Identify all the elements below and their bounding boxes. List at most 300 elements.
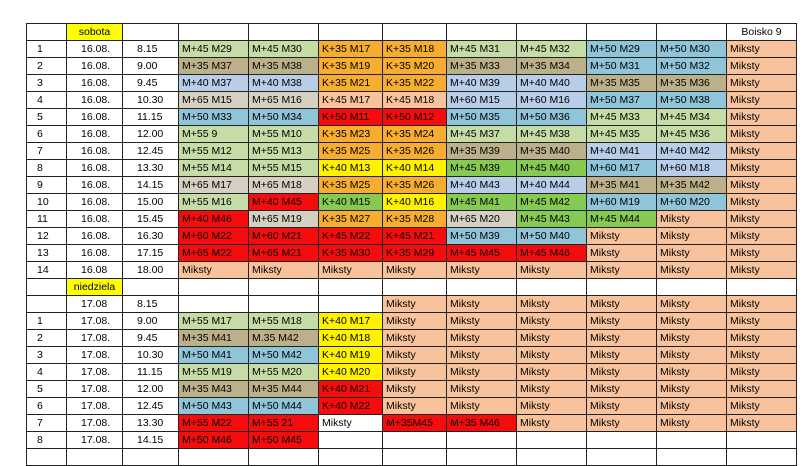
match-date: 16.08 bbox=[67, 262, 123, 279]
match-cell: Miksty bbox=[657, 228, 727, 245]
match-cell: M+45 M45 bbox=[447, 245, 517, 262]
match-date: 16.08. bbox=[67, 58, 123, 75]
match-cell: M+50 M32 bbox=[657, 58, 727, 75]
schedule-row bbox=[27, 194, 797, 211]
match-cell bbox=[319, 432, 383, 449]
match-cell: M+60 M22 bbox=[179, 228, 249, 245]
match-time: 15.00 bbox=[123, 194, 179, 211]
match-date: 17.08. bbox=[67, 330, 123, 347]
match-cell: M+60 M21 bbox=[249, 228, 319, 245]
schedule-row bbox=[27, 228, 797, 245]
schedule-row bbox=[27, 432, 797, 449]
match-cell: Miksty bbox=[727, 330, 797, 347]
schedule-row bbox=[27, 381, 797, 398]
match-cell: K+45 M17 bbox=[319, 92, 383, 109]
match-cell: Miksty bbox=[727, 381, 797, 398]
match-cell: M+35 M42 bbox=[657, 177, 727, 194]
match-cell: Miksty bbox=[517, 398, 587, 415]
field-label: Boisko 9 bbox=[727, 24, 797, 41]
match-time: 14.15 bbox=[123, 177, 179, 194]
match-cell: M+65 M18 bbox=[249, 177, 319, 194]
match-cell: M+50 M29 bbox=[587, 41, 657, 58]
match-date: 17.08. bbox=[67, 381, 123, 398]
match-number: 12 bbox=[27, 228, 67, 245]
match-number: 5 bbox=[27, 381, 67, 398]
match-cell: M+55 M16 bbox=[179, 194, 249, 211]
match-cell: M+35M45 bbox=[383, 415, 447, 432]
match-date: 16.08. bbox=[67, 211, 123, 228]
match-cell: Miksty bbox=[517, 313, 587, 330]
match-date: 16.08. bbox=[67, 92, 123, 109]
match-cell: K+50 M11 bbox=[319, 109, 383, 126]
match-cell: Miksty bbox=[319, 262, 383, 279]
match-cell: Miksty bbox=[727, 262, 797, 279]
match-cell: M+35 M41 bbox=[179, 330, 249, 347]
match-cell: M+45 M38 bbox=[517, 126, 587, 143]
match-cell: Miksty bbox=[727, 347, 797, 364]
match-cell: Miksty bbox=[447, 381, 517, 398]
schedule-table bbox=[26, 23, 797, 466]
match-number bbox=[27, 296, 67, 313]
schedule-row bbox=[27, 330, 797, 347]
match-cell: Miksty bbox=[517, 347, 587, 364]
match-cell: Miksty bbox=[657, 245, 727, 262]
match-cell: K+40 M21 bbox=[319, 381, 383, 398]
match-time: 14.15 bbox=[123, 432, 179, 449]
match-cell: M+40 M44 bbox=[517, 177, 587, 194]
match-time: 8.15 bbox=[123, 296, 179, 313]
match-cell: K+35 M28 bbox=[383, 211, 447, 228]
match-cell: Miksty bbox=[657, 262, 727, 279]
match-cell: K+35 M17 bbox=[319, 41, 383, 58]
match-number: 4 bbox=[27, 92, 67, 109]
match-cell: M+65 M17 bbox=[179, 177, 249, 194]
match-number: 6 bbox=[27, 398, 67, 415]
match-cell: M+50 M31 bbox=[587, 58, 657, 75]
match-date: 16.08. bbox=[67, 160, 123, 177]
match-time: 13.30 bbox=[123, 415, 179, 432]
match-cell: Miksty bbox=[587, 347, 657, 364]
match-cell: M+50 M40 bbox=[517, 228, 587, 245]
schedule-row bbox=[27, 58, 797, 75]
match-cell: K+40 M16 bbox=[383, 194, 447, 211]
match-cell bbox=[319, 296, 383, 313]
match-cell: Miksty bbox=[727, 143, 797, 160]
match-cell: K+35 M23 bbox=[319, 126, 383, 143]
schedule-row bbox=[27, 364, 797, 381]
header-row bbox=[27, 24, 797, 41]
match-cell: Miksty bbox=[657, 296, 727, 313]
match-cell: M+40 M40 bbox=[517, 75, 587, 92]
match-cell: Miksty bbox=[727, 75, 797, 92]
match-cell: M+45 M35 bbox=[587, 126, 657, 143]
match-date: 16.08. bbox=[67, 143, 123, 160]
match-cell: M+50 M45 bbox=[249, 432, 319, 449]
match-date: 17.08. bbox=[67, 347, 123, 364]
match-cell: M+35 M41 bbox=[587, 177, 657, 194]
match-cell: K+35 M27 bbox=[319, 211, 383, 228]
schedule-row bbox=[27, 109, 797, 126]
match-cell: Miksty bbox=[727, 228, 797, 245]
match-date: 16.08. bbox=[67, 126, 123, 143]
match-time: 9.00 bbox=[123, 58, 179, 75]
match-number: 10 bbox=[27, 194, 67, 211]
match-cell: K+40 M13 bbox=[319, 160, 383, 177]
schedule-row bbox=[27, 262, 797, 279]
match-cell: Miksty bbox=[383, 381, 447, 398]
match-cell: M+35 M46 bbox=[447, 415, 517, 432]
match-number: 1 bbox=[27, 313, 67, 330]
match-number: 2 bbox=[27, 330, 67, 347]
match-cell: Miksty bbox=[727, 177, 797, 194]
match-date: 16.08. bbox=[67, 41, 123, 58]
match-number: 8 bbox=[27, 160, 67, 177]
match-cell: Miksty bbox=[657, 364, 727, 381]
match-time: 8.15 bbox=[123, 41, 179, 58]
match-cell: M+50 M37 bbox=[587, 92, 657, 109]
match-time: 12.45 bbox=[123, 398, 179, 415]
match-cell: Miksty bbox=[447, 398, 517, 415]
match-cell: M+60 M16 bbox=[517, 92, 587, 109]
match-cell: Miksty bbox=[517, 262, 587, 279]
match-cell: M+55 M20 bbox=[249, 364, 319, 381]
match-cell: Miksty bbox=[657, 415, 727, 432]
match-date: 16.08. bbox=[67, 228, 123, 245]
match-cell: M+45 M33 bbox=[587, 109, 657, 126]
match-number: 1 bbox=[27, 41, 67, 58]
sunday-header-row bbox=[27, 279, 797, 296]
match-cell: M+35 M33 bbox=[447, 58, 517, 75]
match-cell: M+50 M33 bbox=[179, 109, 249, 126]
match-cell: Miksty bbox=[727, 126, 797, 143]
match-cell: M+35 M39 bbox=[447, 143, 517, 160]
match-cell: K+35 M25 bbox=[319, 143, 383, 160]
match-cell: M+35 M36 bbox=[657, 75, 727, 92]
match-cell: M+35 M34 bbox=[517, 58, 587, 75]
match-cell: Miksty bbox=[727, 398, 797, 415]
match-cell: M+60 M19 bbox=[587, 194, 657, 211]
match-cell bbox=[657, 432, 727, 449]
match-cell: M+35 M44 bbox=[249, 381, 319, 398]
match-cell: K+45 M21 bbox=[383, 228, 447, 245]
match-cell: K+35 M21 bbox=[319, 75, 383, 92]
match-cell: M+55 M14 bbox=[179, 160, 249, 177]
match-time: 9.00 bbox=[123, 313, 179, 330]
match-cell: Miksty bbox=[517, 330, 587, 347]
match-cell: M+50 M35 bbox=[447, 109, 517, 126]
match-cell: Miksty bbox=[249, 262, 319, 279]
match-time: 11.15 bbox=[123, 364, 179, 381]
match-number: 14 bbox=[27, 262, 67, 279]
match-cell: Miksty bbox=[447, 347, 517, 364]
match-time: 12.45 bbox=[123, 143, 179, 160]
match-cell: M+40 M39 bbox=[447, 75, 517, 92]
match-cell: Miksty bbox=[727, 109, 797, 126]
match-number: 4 bbox=[27, 364, 67, 381]
match-cell: M+65 M21 bbox=[249, 245, 319, 262]
schedule-row bbox=[27, 347, 797, 364]
match-time: 15.45 bbox=[123, 211, 179, 228]
match-cell: M+60 M15 bbox=[447, 92, 517, 109]
match-cell: Miksty bbox=[517, 415, 587, 432]
match-cell: M+45 M46 bbox=[517, 245, 587, 262]
match-cell: Miksty bbox=[447, 364, 517, 381]
empty-row bbox=[27, 449, 797, 466]
match-cell: M+55 M15 bbox=[249, 160, 319, 177]
match-cell: M+50 M46 bbox=[179, 432, 249, 449]
match-cell: Miksty bbox=[447, 296, 517, 313]
match-cell: M+35 M43 bbox=[179, 381, 249, 398]
match-date: 16.08. bbox=[67, 109, 123, 126]
match-cell: M+55 M18 bbox=[249, 313, 319, 330]
match-number: 7 bbox=[27, 143, 67, 160]
match-number: 9 bbox=[27, 177, 67, 194]
match-cell: Miksty bbox=[517, 381, 587, 398]
match-number: 7 bbox=[27, 415, 67, 432]
schedule-row bbox=[27, 75, 797, 92]
match-date: 17.08. bbox=[67, 432, 123, 449]
match-cell: Miksty bbox=[587, 364, 657, 381]
match-cell: M+50 M44 bbox=[249, 398, 319, 415]
match-cell: K+50 M12 bbox=[383, 109, 447, 126]
match-cell: M+35 M35 bbox=[587, 75, 657, 92]
match-time: 12.00 bbox=[123, 381, 179, 398]
match-cell: M+60 M18 bbox=[657, 160, 727, 177]
match-cell: M+40 M45 bbox=[249, 194, 319, 211]
match-cell: M+55 M10 bbox=[249, 126, 319, 143]
match-cell: Miksty bbox=[383, 347, 447, 364]
match-cell bbox=[179, 296, 249, 313]
match-cell: Miksty bbox=[383, 313, 447, 330]
match-time: 16.30 bbox=[123, 228, 179, 245]
match-cell: M+45 M42 bbox=[517, 194, 587, 211]
match-cell: K+35 M19 bbox=[319, 58, 383, 75]
match-cell: M+45 M39 bbox=[447, 160, 517, 177]
match-cell: K+45 M18 bbox=[383, 92, 447, 109]
match-cell: M+55 M13 bbox=[249, 143, 319, 160]
match-cell: Miksty bbox=[727, 41, 797, 58]
match-cell: K+35 M29 bbox=[383, 245, 447, 262]
match-cell bbox=[587, 432, 657, 449]
match-time: 9.45 bbox=[123, 75, 179, 92]
match-date: 17.08. bbox=[67, 364, 123, 381]
match-cell: Miksty bbox=[383, 398, 447, 415]
match-time: 17.15 bbox=[123, 245, 179, 262]
match-cell: M+55 M17 bbox=[179, 313, 249, 330]
match-cell bbox=[517, 432, 587, 449]
match-cell: Miksty bbox=[657, 398, 727, 415]
match-cell: K+40 M14 bbox=[383, 160, 447, 177]
match-cell: Miksty bbox=[319, 415, 383, 432]
match-cell: K+35 M26 bbox=[383, 177, 447, 194]
match-cell: M+50 M38 bbox=[657, 92, 727, 109]
match-cell: M+50 M41 bbox=[179, 347, 249, 364]
match-date: 17.08. bbox=[67, 415, 123, 432]
schedule-row bbox=[27, 143, 797, 160]
match-number: 5 bbox=[27, 109, 67, 126]
match-date: 16.08. bbox=[67, 177, 123, 194]
match-time: 12.00 bbox=[123, 126, 179, 143]
match-cell: M+55 M22 bbox=[179, 415, 249, 432]
match-number: 3 bbox=[27, 75, 67, 92]
match-cell bbox=[383, 432, 447, 449]
match-cell: M+50 M30 bbox=[657, 41, 727, 58]
match-cell: Miksty bbox=[447, 330, 517, 347]
match-cell: Miksty bbox=[657, 381, 727, 398]
match-cell: Miksty bbox=[587, 262, 657, 279]
match-cell: M+45 M37 bbox=[447, 126, 517, 143]
match-date: 17.08. bbox=[67, 313, 123, 330]
match-cell: M+65 M15 bbox=[179, 92, 249, 109]
match-number: 13 bbox=[27, 245, 67, 262]
match-cell: K+35 M18 bbox=[383, 41, 447, 58]
match-cell: Miksty bbox=[727, 364, 797, 381]
match-cell: Miksty bbox=[447, 262, 517, 279]
match-cell: M+60 M17 bbox=[587, 160, 657, 177]
match-cell: K+40 M22 bbox=[319, 398, 383, 415]
match-number: 6 bbox=[27, 126, 67, 143]
match-cell: Miksty bbox=[383, 262, 447, 279]
schedule-row bbox=[27, 398, 797, 415]
match-cell: M+50 M34 bbox=[249, 109, 319, 126]
schedule-row bbox=[27, 245, 797, 262]
match-cell: Miksty bbox=[727, 58, 797, 75]
match-cell: Miksty bbox=[447, 313, 517, 330]
match-cell: K+45 M22 bbox=[319, 228, 383, 245]
match-cell: Miksty bbox=[587, 398, 657, 415]
match-cell: Miksty bbox=[727, 245, 797, 262]
match-cell: M+50 M39 bbox=[447, 228, 517, 245]
match-cell: K+35 M22 bbox=[383, 75, 447, 92]
match-cell: Miksty bbox=[587, 245, 657, 262]
match-cell: Miksty bbox=[587, 228, 657, 245]
match-number: 2 bbox=[27, 58, 67, 75]
match-cell: K+35 M25 bbox=[319, 177, 383, 194]
match-cell: M+45 M29 bbox=[179, 41, 249, 58]
match-cell: Miksty bbox=[517, 296, 587, 313]
match-time: 9.45 bbox=[123, 330, 179, 347]
match-date: 17.08. bbox=[67, 398, 123, 415]
match-cell: M+50 M36 bbox=[517, 109, 587, 126]
match-cell: K+40 M17 bbox=[319, 313, 383, 330]
match-cell: Miksty bbox=[517, 364, 587, 381]
match-time: 11.15 bbox=[123, 109, 179, 126]
schedule-row bbox=[27, 296, 797, 313]
match-cell: Miksty bbox=[587, 313, 657, 330]
match-cell: M+50 M43 bbox=[179, 398, 249, 415]
schedule-row bbox=[27, 177, 797, 194]
match-cell: K+35 M30 bbox=[319, 245, 383, 262]
match-time: 13.30 bbox=[123, 160, 179, 177]
match-date: 16.08. bbox=[67, 194, 123, 211]
match-cell: K+40 M15 bbox=[319, 194, 383, 211]
match-cell: M+55 21 bbox=[249, 415, 319, 432]
match-cell: M+65 M22 bbox=[179, 245, 249, 262]
match-cell: M+45 M44 bbox=[587, 211, 657, 228]
schedule-row bbox=[27, 41, 797, 58]
match-cell: K+40 M20 bbox=[319, 364, 383, 381]
match-cell: M+50 M42 bbox=[249, 347, 319, 364]
match-cell: M+55 M19 bbox=[179, 364, 249, 381]
match-cell: M+45 M32 bbox=[517, 41, 587, 58]
match-cell: Miksty bbox=[383, 364, 447, 381]
match-cell: Miksty bbox=[383, 330, 447, 347]
match-cell: M+40 M46 bbox=[179, 211, 249, 228]
match-cell: Miksty bbox=[657, 330, 727, 347]
match-cell: Miksty bbox=[727, 160, 797, 177]
match-date: 16.08. bbox=[67, 245, 123, 262]
match-cell: Miksty bbox=[587, 330, 657, 347]
schedule-row bbox=[27, 92, 797, 109]
match-time: 10.30 bbox=[123, 92, 179, 109]
match-date: 16.08. bbox=[67, 75, 123, 92]
match-cell: Miksty bbox=[727, 313, 797, 330]
match-cell: M+45 M34 bbox=[657, 109, 727, 126]
match-cell: Miksty bbox=[657, 347, 727, 364]
match-time: 18.00 bbox=[123, 262, 179, 279]
match-cell: Miksty bbox=[383, 296, 447, 313]
match-cell: Miksty bbox=[657, 313, 727, 330]
match-cell: K+35 M26 bbox=[383, 143, 447, 160]
match-cell: M+35 M40 bbox=[517, 143, 587, 160]
match-cell: M+60 M20 bbox=[657, 194, 727, 211]
match-cell: Miksty bbox=[587, 415, 657, 432]
match-cell: M+40 M42 bbox=[657, 143, 727, 160]
match-cell: M+55 M12 bbox=[179, 143, 249, 160]
match-time: 10.30 bbox=[123, 347, 179, 364]
match-cell: M+65 M19 bbox=[249, 211, 319, 228]
match-number: 8 bbox=[27, 432, 67, 449]
match-cell: Miksty bbox=[727, 194, 797, 211]
schedule-row bbox=[27, 126, 797, 143]
schedule-row bbox=[27, 160, 797, 177]
match-cell: M+40 M43 bbox=[447, 177, 517, 194]
match-cell: Miksty bbox=[179, 262, 249, 279]
match-cell: Miksty bbox=[657, 211, 727, 228]
match-cell: M+35 M38 bbox=[249, 58, 319, 75]
match-date: 17.08 bbox=[67, 296, 123, 313]
match-cell bbox=[447, 432, 517, 449]
match-cell: Miksty bbox=[727, 92, 797, 109]
match-cell: M+65 M16 bbox=[249, 92, 319, 109]
match-cell: Miksty bbox=[727, 296, 797, 313]
match-cell: M+40 M37 bbox=[179, 75, 249, 92]
match-number: 3 bbox=[27, 347, 67, 364]
match-cell: K+40 M18 bbox=[319, 330, 383, 347]
match-cell: M+40 M38 bbox=[249, 75, 319, 92]
match-cell: M+35 M37 bbox=[179, 58, 249, 75]
match-number: 11 bbox=[27, 211, 67, 228]
match-cell: K+40 M19 bbox=[319, 347, 383, 364]
match-cell: M+45 M31 bbox=[447, 41, 517, 58]
match-cell: M+65 M20 bbox=[447, 211, 517, 228]
match-cell: K+35 M20 bbox=[383, 58, 447, 75]
match-cell: Miksty bbox=[727, 211, 797, 228]
match-cell: M+45 M36 bbox=[657, 126, 727, 143]
match-cell: M+45 M41 bbox=[447, 194, 517, 211]
schedule-row bbox=[27, 211, 797, 228]
match-cell: M+45 M43 bbox=[517, 211, 587, 228]
match-cell: Miksty bbox=[587, 381, 657, 398]
match-cell: M+45 M40 bbox=[517, 160, 587, 177]
match-cell: Miksty bbox=[587, 296, 657, 313]
day-label-sunday: niedziela bbox=[67, 279, 123, 296]
match-cell: K+35 M24 bbox=[383, 126, 447, 143]
schedule-row bbox=[27, 415, 797, 432]
match-cell: M+45 M30 bbox=[249, 41, 319, 58]
match-cell bbox=[249, 296, 319, 313]
match-cell bbox=[727, 432, 797, 449]
